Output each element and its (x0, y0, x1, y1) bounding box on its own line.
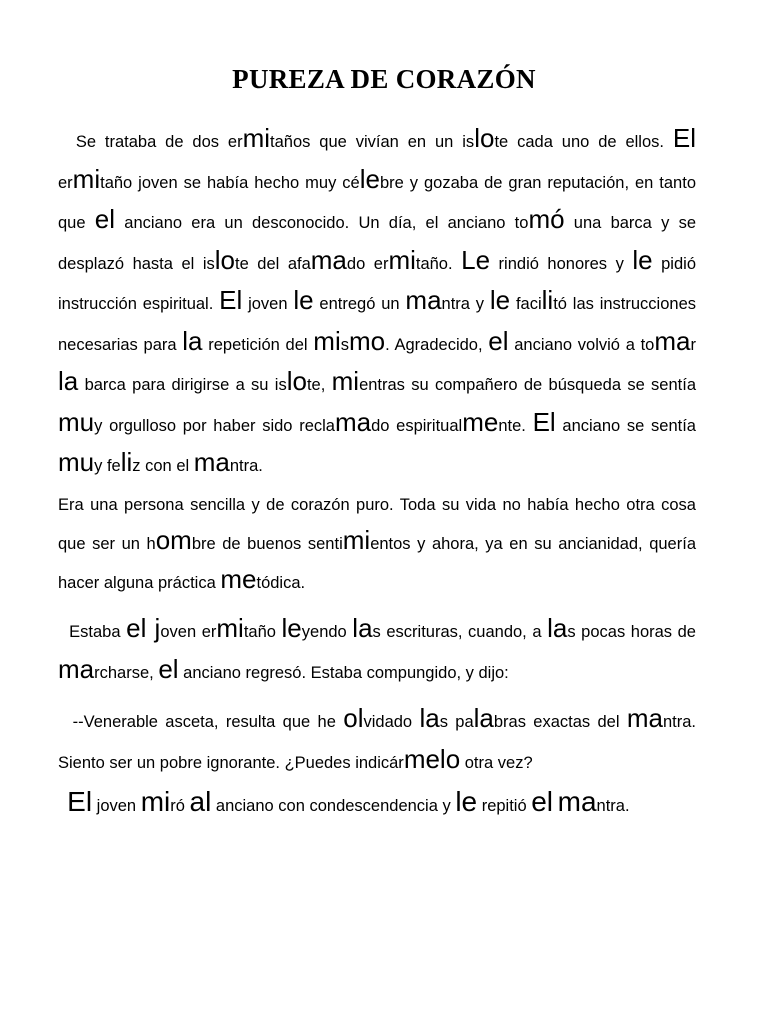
text-fragment: s escrituras, cuando, a (372, 623, 548, 641)
text-fragment: rcharse, (94, 663, 159, 682)
text-fragment: oven er (160, 623, 217, 641)
text-fragment: r (690, 335, 701, 354)
enlarged-text-fragment: ma (310, 244, 347, 275)
enlarged-text-fragment: la (352, 613, 373, 643)
text-fragment: faci (510, 295, 542, 313)
text-fragment: repitió (477, 797, 532, 815)
enlarged-text-fragment: mi (140, 786, 171, 817)
text-fragment: y orgulloso por haber sido recla (94, 416, 335, 435)
enlarged-text-fragment: le (489, 285, 511, 315)
enlarged-text-fragment: mu (58, 406, 95, 437)
document-title: PUREZA DE CORAZÓN (232, 64, 536, 94)
enlarged-text-fragment: le (293, 285, 314, 315)
enlarged-text-fragment: ma (58, 653, 95, 684)
enlarged-text-fragment: ma (654, 325, 691, 356)
enlarged-text-fragment: El (672, 123, 697, 153)
enlarged-text-fragment: ol (343, 703, 364, 733)
enlarged-text-fragment: mi (388, 244, 416, 275)
text-fragment: entras su compañero de búsqueda se sentía (359, 376, 701, 394)
enlarged-text-fragment: lo (474, 123, 495, 153)
text-fragment: anciano se sentía (555, 416, 701, 435)
text-fragment: anciano era un desconocido. Un día, el anciano to (115, 214, 529, 232)
enlarged-text-fragment: la (58, 366, 79, 396)
text-fragment: Era una persona sencilla y de corazón puro. Toda su vida no había hecho otra cosa que ser un h (58, 496, 701, 553)
text-fragment: taños que vivían en un is (270, 133, 475, 151)
text-fragment: te, (306, 376, 332, 394)
enlarged-text-fragment: ma (626, 703, 663, 733)
text-fragment: y fe (94, 457, 121, 475)
enlarged-text-fragment: el j (126, 613, 161, 643)
enlarged-text-fragment: li (541, 285, 554, 315)
text-fragment: entos y ahora, ya en su ancianidad, quería hacer alguna práctica (58, 535, 701, 592)
enlarged-text-fragment: al (189, 786, 212, 817)
text-fragment: --Venerable asceta, resulta que he (58, 713, 344, 731)
enlarged-text-fragment: me (462, 406, 499, 437)
text-fragment: vidado (363, 713, 420, 731)
text-fragment: rindió honores y (490, 254, 633, 273)
enlarged-text-fragment: le (359, 163, 380, 194)
enlarged-text-fragment: el (158, 653, 179, 684)
text-fragment: tódica. (256, 574, 306, 592)
text-fragment: joven (92, 797, 141, 815)
enlarged-text-fragment: el (94, 204, 116, 234)
text-fragment: s pocas horas de (567, 623, 701, 641)
text-fragment: s (340, 335, 349, 354)
text-fragment: Se trataba de dos er (58, 133, 243, 151)
text-fragment: do espiritual (371, 416, 463, 435)
text-fragment: anciano volvió a to (508, 335, 655, 354)
text-fragment: bras exactas del (493, 713, 627, 731)
text-fragment: ntra. Siento ser un pobre ignorante. ¿Puedes indicár (58, 713, 701, 772)
enlarged-text-fragment: El (532, 406, 556, 437)
text-fragment: ntra. (596, 797, 630, 815)
enlarged-text-fragment: lo (286, 366, 307, 396)
enlarged-text-fragment: mi (72, 163, 101, 194)
enlarged-text-fragment: melo (403, 743, 461, 774)
paragraph-1 (58, 120, 701, 485)
text-fragment: repetición del (202, 335, 314, 354)
text-fragment (58, 797, 67, 815)
enlarged-text-fragment: mo (348, 325, 386, 356)
paragraph-5 (58, 784, 696, 825)
text-fragment: ntra. (229, 457, 263, 475)
text-fragment: z con el (132, 457, 194, 475)
text-fragment: nte. (498, 416, 533, 435)
text-fragment: Estaba (58, 623, 127, 641)
enlarged-text-fragment: li (120, 447, 133, 477)
enlarged-text-fragment: mi (313, 325, 341, 356)
text-fragment: te cada uno de ellos. (494, 133, 673, 151)
enlarged-text-fragment: el (488, 325, 509, 356)
enlarged-text-fragment: me (220, 564, 257, 594)
text-fragment: do er (346, 254, 389, 273)
enlarged-text-fragment: la (182, 325, 203, 356)
enlarged-text-fragment: la (419, 703, 440, 733)
enlarged-text-fragment: El (219, 285, 243, 315)
paragraph-3 (58, 610, 701, 691)
text-fragment: anciano con condescendencia y (211, 797, 456, 815)
enlarged-text-fragment: la (473, 703, 494, 733)
text-fragment: una barca y se desplazó hasta el is (58, 214, 701, 273)
enlarged-text-fragment: el (531, 786, 554, 817)
enlarged-text-fragment: mi (342, 525, 371, 555)
text-fragment: bre y gozaba de gran reputación, en tanto que (58, 173, 701, 232)
text-fragment: pidió instrucción espiritual. (58, 254, 701, 313)
enlarged-text-fragment: le (455, 786, 478, 817)
enlarged-text-fragment: mu (58, 447, 95, 477)
text-fragment: taño (243, 623, 282, 641)
text-fragment: . Agradecido, (385, 335, 489, 354)
enlarged-text-fragment: le (281, 613, 302, 643)
text-fragment: joven (242, 295, 294, 313)
enlarged-text-fragment: ma (405, 285, 442, 315)
enlarged-text-fragment: mi (331, 366, 360, 396)
enlarged-text-fragment: ma (334, 406, 372, 437)
paragraph-2 (58, 488, 701, 601)
enlarged-text-fragment: mó (528, 204, 565, 234)
enlarged-text-fragment: le (632, 244, 653, 275)
text-fragment: te del afa (235, 254, 311, 273)
enlarged-text-fragment: ma (557, 786, 597, 817)
paragraph-4 (58, 700, 701, 781)
enlarged-text-fragment: om (155, 525, 192, 555)
text-fragment: entregó un (313, 295, 406, 313)
enlarged-text-fragment: mi (242, 123, 271, 153)
enlarged-text-fragment: Le (461, 244, 491, 275)
text-fragment: ntra y (441, 295, 490, 313)
text-fragment: er (58, 133, 701, 192)
text-fragment: s pa (439, 713, 474, 731)
enlarged-text-fragment: mi (216, 613, 244, 643)
text-fragment: otra vez? (460, 753, 533, 772)
text-fragment: ró (170, 797, 190, 815)
text-fragment: anciano regresó. Estaba compungido, y dijo: (178, 663, 509, 682)
enlarged-text-fragment: lo (214, 244, 235, 275)
text-fragment: tó las instrucciones necesarias para (58, 295, 701, 354)
text-fragment: bre de buenos senti (191, 535, 343, 553)
enlarged-text-fragment: El (67, 786, 93, 817)
enlarged-text-fragment: la (547, 613, 568, 643)
text-fragment: taño joven se había hecho muy cé (100, 173, 360, 192)
text-fragment: taño. (415, 254, 462, 273)
text-fragment: barca para dirigirse a su is (78, 376, 287, 394)
text-fragment: yendo (301, 623, 353, 641)
enlarged-text-fragment: ma (193, 447, 230, 477)
